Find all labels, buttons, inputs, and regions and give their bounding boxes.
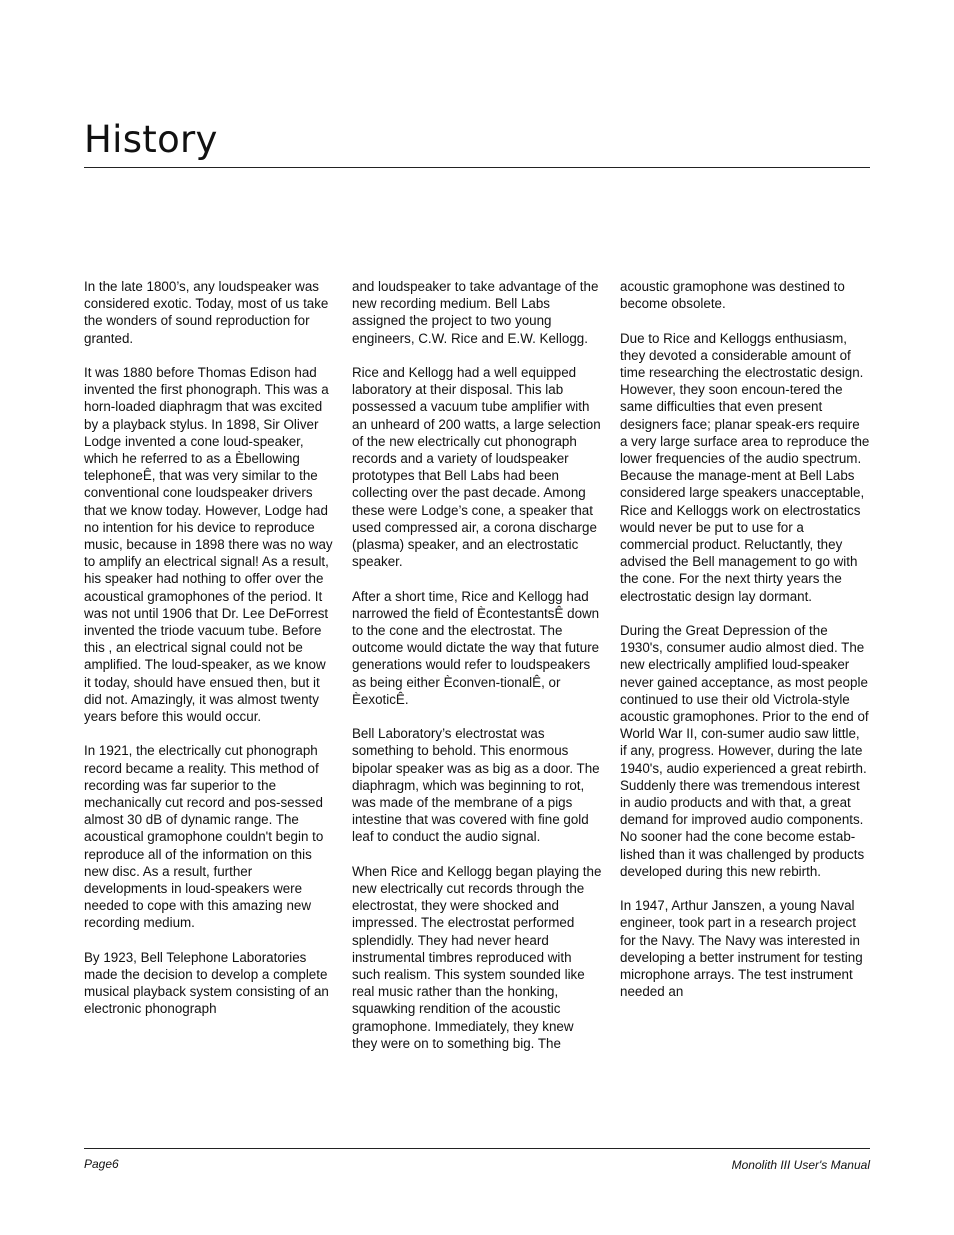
text-column-3 [620, 278, 870, 1018]
paragraph: Rice and Kellogg had a well equipped laboratory at their disposal. This lab possessed a vacuum tube amplifier with an unheard of 200 watts, a large selection of the new electrically cut phonograph records and a variety of loudspeaker prototypes that Bell Labs had been collecting over the past decade. Among these were Lodge’s cone, a speaker that used compressed air, a corona discharge (plasma) speaker, and an electrostatic speaker. [352, 365, 601, 570]
manual-title: Monolith III User's Manual [731, 1158, 870, 1172]
title-divider [84, 167, 870, 168]
paragraph: and loudspeaker to take advantage of the new recording medium. Bell Labs assigned the project to two young engineers, C.W. Rice and E.W. Kellogg. [352, 279, 599, 346]
footer-divider [84, 1148, 870, 1149]
paragraph: Bell Laboratory’s electrostat was something to behold. This enormous bipolar speaker was as big as a door. The diaphragm, which was beginning to rot, was made of the membrane of a pigs intestine that was covered with fine gold leaf to conduct the audio signal. [352, 726, 600, 845]
paragraph: During the Great Depression of the 1930's, consumer audio almost died. The new electrically amplified loud-speaker never gained acceptance, as most people continued to use their old Victrola-style acoustic gramophones. Prior to the end of World War II, con-sumer audio saw little, if any, progress. However, during the late 1940's, audio experienced a great rebirth. Suddenly there was tremendous interest in audio products and with that, a great demand for improved audio components. No sooner had the cone become estab-lished than it was challenged by products developed during this new rebirth. [620, 623, 869, 879]
paragraph: In 1921, the electrically cut phonograph record became a reality. This method of recording was far superior to the mechanically cut record and pos-sessed almost 30 dB of dynamic range. The acoustical gramophone couldn't begin to reproduce all of the information on this new disc. As a result, further developments in loud-speakers were needed to cope with this amazing new recording medium. [84, 743, 324, 931]
page-number: Page6 [84, 1157, 119, 1171]
paragraph: In 1947, Arthur Janszen, a young Naval engineer, took part in a research project for the Navy. The Navy was interested in developing a better instrument for testing microphone arrays. The test instrument needed an [620, 898, 863, 1000]
paragraph: It was 1880 before Thomas Edison had invented the first phonograph. This was a horn-loaded diaphragm that was excited by a playback stylus. In 1898, Sir Oliver Lodge invented a cone loud-speaker, which he referred to as a Èbellowing telephoneÊ, that was very similar to the conventional cone loudspeaker drivers that we know today. However, Lodge had no intention for his device to reproduce music, because in 1898 there was no way to amplify an electrical signal! As a result, his speaker had nothing to offer over the acoustical gramophones of the period. It was not until 1906 that Dr. Lee DeForrest invented the triode vacuum tube. Before this , an electrical signal could not be amplified. The loud-speaker, as we know it today, should have ensued then, but it did not. Amazingly, it was almost twenty years before this would occur. [84, 365, 333, 725]
paragraph: Due to Rice and Kelloggs enthusiasm, they devoted a considerable amount of time researching the electrostatic design. However, they soon encoun-tered the same difficulties that even present designers face; planar speak-ers require a very large surface area to reproduce the lower frequencies of the audio spectrum. Because the manage-ment at Bell Labs considered large speakers unacceptable, Rice and Kelloggs work on electrostatics would never be put to use for a commercial product. Reluctantly, they advised the Bell management to go with the cone. For the next thirty years the electrostatic design lay dormant. [620, 330, 870, 604]
paragraph: After a short time, Rice and Kellogg had narrowed the field of ÈcontestantsÊ down to the cone and the electrostat. The outcome would dictate the way that future generations would refer to loudspeakers as being either Èconven-tionalÊ, or ÈexoticÊ. [352, 588, 600, 707]
text-column-2 [352, 278, 602, 1069]
paragraph: In the late 1800’s, any loudspeaker was considered exotic. Today, most of us take the wonders of sound reproduction for granted. [84, 279, 329, 346]
page-title: History [84, 118, 218, 161]
text-column-1 [84, 278, 334, 1035]
paragraph: acoustic gramophone was destined to become obsolete. [620, 279, 845, 312]
paragraph: When Rice and Kellogg began playing the new electrically cut records through the electrostat, they were shocked and impressed. The electrostat performed splendidly. They had never heard instrumental timbres reproduced with such realism. This system sounded like real music rather than the honking, squawking rendition of the acoustic gramophone. Immediately, they knew they were on to something big. The [352, 863, 602, 1051]
paragraph: By 1923, Bell Telephone Laboratories made the decision to develop a complete musical playback system consisting of an electronic phonograph [84, 949, 329, 1017]
